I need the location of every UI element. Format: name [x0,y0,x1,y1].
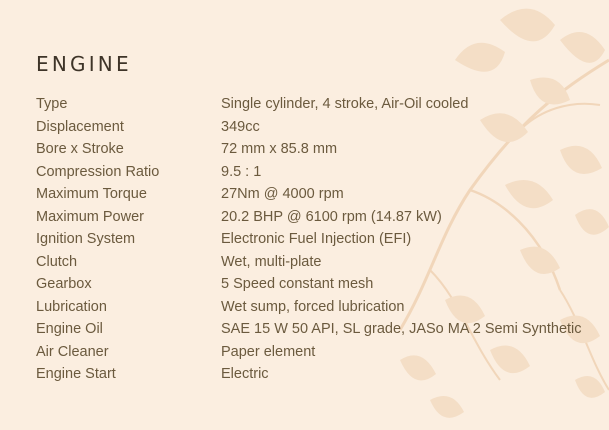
spec-row [36,318,582,341]
spec-label: Air Cleaner [36,343,109,360]
spec-row [36,93,582,116]
spec-label: Lubrication [36,298,107,315]
spec-label: Engine Oil [36,321,103,337]
spec-label: Engine Start [36,366,116,382]
spec-label: Clutch [36,253,78,270]
section-title: ENGINE [36,52,132,76]
spec-row [36,296,582,319]
spec-value: 72 mm x 85.8 mm [221,141,338,157]
spec-row [36,228,582,251]
spec-value: Wet sump, forced lubrication [221,298,405,315]
spec-row [36,341,582,364]
spec-value: 5 Speed constant mesh [221,276,374,292]
spec-label: Maximum Torque [36,186,147,202]
engine-spec-table [36,93,582,386]
spec-label: Displacement [36,118,124,135]
spec-value: 20.2 BHP @ 6100 rpm (14.87 kW) [221,208,442,225]
spec-label: Maximum Power [36,208,144,225]
spec-value: 27Nm @ 4000 rpm [221,186,344,202]
spec-value: 9.5 : 1 [221,163,262,180]
spec-row [36,251,582,274]
spec-value: Electronic Fuel Injection (EFI) [221,231,412,247]
spec-row [36,116,582,139]
spec-value: Paper element [221,343,316,360]
spec-value: Single cylinder, 4 stroke, Air-Oil cooled [221,96,469,112]
spec-label: Ignition System [36,231,136,247]
spec-label: Bore x Stroke [36,141,124,157]
spec-row [36,183,582,206]
spec-row [36,138,582,161]
spec-value: 349cc [221,118,260,135]
spec-row [36,363,582,386]
spec-row [36,273,582,296]
spec-row [36,206,582,229]
spec-label: Type [36,96,68,112]
spec-row [36,161,582,184]
spec-value: Electric [221,366,269,382]
spec-value: SAE 15 W 50 API, SL grade, JASo MA 2 Semi Synthetic [221,321,582,337]
spec-value: Wet, multi-plate [221,253,322,270]
spec-label: Gearbox [36,276,92,292]
spec-label: Compression Ratio [36,163,160,180]
